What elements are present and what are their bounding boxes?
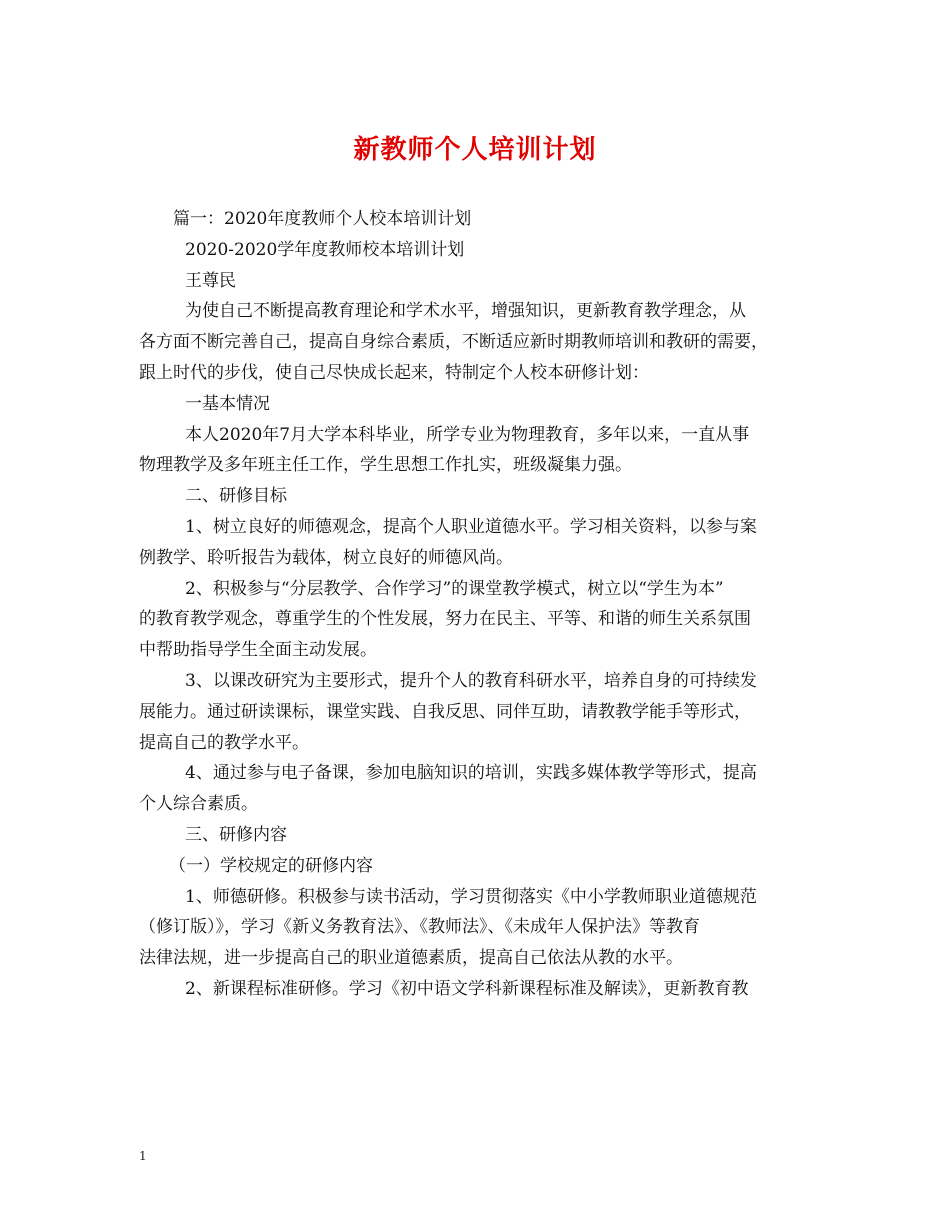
paragraph-line: 跟上时代的步伐，使自己尽快成长起来，特制定个人校本研修计划： bbox=[139, 362, 649, 383]
paragraph-line: 提高自己的教学水平。 bbox=[139, 732, 309, 753]
paragraph-line: 2、新课程标准研修。学习《初中语文学科新课程标准及解读》，更新教育教 bbox=[185, 978, 749, 999]
page-number: 1 bbox=[139, 1149, 147, 1163]
paragraph-line: 3、以课改研究为主要形式，提升个人的教育科研水平，培养自身的可持续发 bbox=[185, 670, 757, 691]
plan-subtitle: 2020-2020学年度教师校本培训计划 bbox=[185, 239, 465, 260]
paragraph-line: （修订版）》，学习《新义务教育法》、《教师法》、《未成年人保护法》等教育 bbox=[139, 917, 700, 938]
paragraph-line: 展能力。通过研读课标，课堂实践、自我反思、同伴互助，请教教学能手等形式， bbox=[139, 701, 751, 722]
paragraph-line: 4、通过参与电子备课，参加电脑知识的培训，实践多媒体教学等形式，提高 bbox=[185, 763, 757, 784]
document-body bbox=[139, 204, 829, 1005]
paragraph-line: 的教育教学观念，尊重学生的个性发展，努力在民主、平等、和谐的师生关系氛围 bbox=[139, 609, 751, 630]
section-heading-part1: 篇一：2020年度教师个人校本培训计划 bbox=[173, 209, 472, 229]
paragraph-line: 中帮助指导学生全面主动发展。 bbox=[139, 640, 377, 661]
paragraph-line: 例教学、聆听报告为载体，树立良好的师德风尚。 bbox=[139, 547, 513, 568]
subsection-heading: （一）学校规定的研修内容 bbox=[169, 855, 373, 876]
paragraph-line: 本人2020年7月大学本科毕业，所学专业为物理教育，多年以来，一直从事 bbox=[185, 424, 750, 445]
paragraph-line: 物理教学及多年班主任工作，学生思想工作扎实，班级凝集力强。 bbox=[139, 455, 632, 476]
author-name: 王尊民 bbox=[185, 270, 236, 291]
section-heading: 一基本情况 bbox=[185, 393, 270, 414]
paragraph-line: 1、树立良好的师德观念，提高个人职业道德水平。学习相关资料，以参与案 bbox=[185, 516, 757, 537]
paragraph-line: 为使自己不断提高教育理论和学术水平，增强知识，更新教育教学理念，从 bbox=[185, 301, 746, 322]
section-heading: 三、研修内容 bbox=[185, 824, 287, 845]
paragraph-line: 1、师德研修。积极参与读书活动，学习贯彻落实《中小学教师职业道德规范 bbox=[185, 886, 757, 907]
paragraph-line: 法律法规，进一步提高自己的职业道德素质，提高自己依法从教的水平。 bbox=[139, 948, 683, 969]
paragraph-line: 各方面不断完善自己，提高自身综合素质，不断适应新时期教师培训和教研的需要， bbox=[139, 332, 768, 353]
section-heading: 二、研修目标 bbox=[185, 486, 287, 507]
paragraph-line: 个人综合素质。 bbox=[139, 794, 258, 815]
paragraph-line: 2、积极参与“分层教学、合作学习”的课堂教学模式，树立以“学生为本” bbox=[185, 578, 724, 599]
document-title: 新教师个人培训计划 bbox=[353, 135, 597, 165]
